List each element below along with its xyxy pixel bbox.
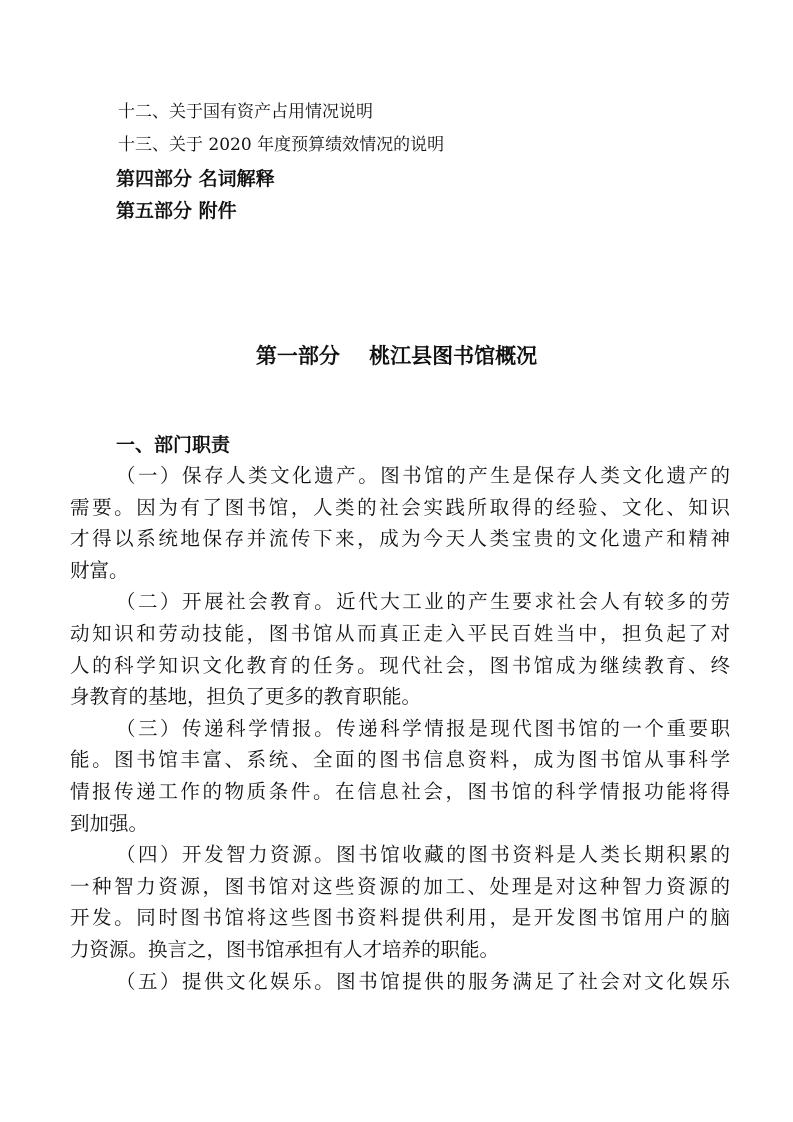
text-line: 力资源。换言之，图书馆承担有人才培养的职能。 (70, 937, 500, 961)
text-line: （一）保存人类文化遗产。图书馆的产生是保存人类文化遗产的 (116, 464, 730, 487)
text-line: （四）开发智力资源。图书馆收藏的图书资料是人类长期积累的 (116, 843, 730, 867)
text-line: 开发。同时图书馆将这些图书资料提供利用，是开发图书馆用户的脑 (70, 906, 730, 930)
body-text (70, 460, 730, 997)
text-line: （三）传递科学情报。传递科学情报是现代图书馆的一个重要职 (116, 716, 730, 740)
toc-item-12: 十二、关于国有资产占用情况说明 (118, 102, 373, 122)
text-line: 才得以系统地保存并流传下来，成为今天人类宝贵的文化遗产和精神 (70, 527, 730, 551)
text-line: （二）开展社会教育。近代大工业的产生要求社会人有较多的劳 (116, 590, 730, 614)
text-line: 能。图书馆丰富、系统、全面的图书信息资料，成为图书馆从事科学 (70, 748, 730, 772)
text-line: 财富。 (70, 558, 129, 582)
text-line: 到加强。 (70, 811, 149, 835)
paragraph (70, 460, 730, 586)
text-line: 情报传递工作的物质条件。在信息社会，图书馆的科学情报功能将得 (70, 779, 730, 803)
toc-part-4: 第四部分 名词解释 (116, 168, 275, 190)
paragraph (70, 966, 730, 998)
text-line: 需要。因为有了图书馆，人类的社会实践所取得的经验、文化、知识 (70, 495, 730, 519)
part-title: 第一部分 桃江县图书馆概况 (255, 344, 538, 368)
text-line: （五）提供文化娱乐。图书馆提供的服务满足了社会对文化娱乐 (116, 969, 730, 993)
text-line: 身教育的基地，担负了更多的教育职能。 (70, 685, 422, 709)
paragraph (70, 586, 730, 712)
paragraph (70, 839, 730, 965)
section-heading: 一、部门职责 (116, 434, 231, 456)
text-line: 一种智力资源，图书馆对这些资源的加工、处理是对这种智力资源的 (70, 874, 730, 898)
text-line: 人的科学知识文化教育的任务。现代社会，图书馆成为继续教育、终 (70, 653, 730, 677)
text-line: 动知识和劳动技能，图书馆从而真正走入平民百姓当中，担负起了对 (70, 621, 730, 645)
paragraph (70, 713, 730, 839)
toc-item-13: 十三、关于 2020 年度预算绩效情况的说明 (118, 135, 445, 155)
toc-part-5: 第五部分 附件 (116, 200, 237, 222)
